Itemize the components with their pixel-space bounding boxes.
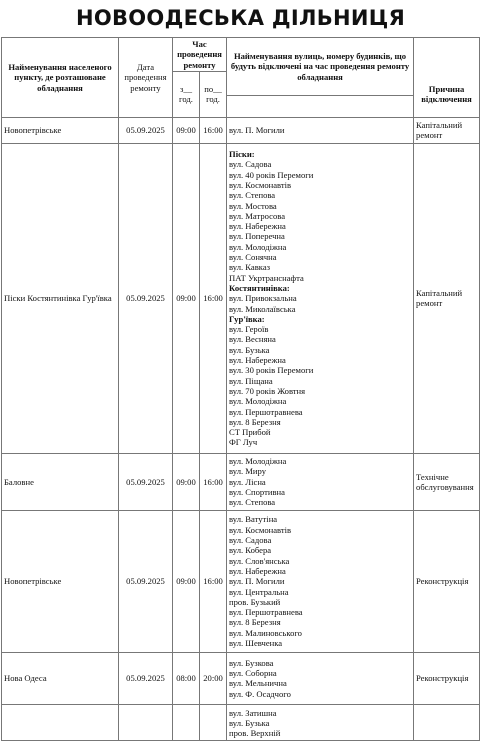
date-cell: 05.09.2025 bbox=[119, 453, 173, 510]
header-settlement: Найменування населеного пункту, де розташоване обладнання bbox=[2, 38, 119, 118]
street-item: вул. Лісна bbox=[229, 476, 266, 487]
street-item: вул. Піщана bbox=[229, 375, 273, 386]
street-item: вул. Степова bbox=[229, 190, 276, 201]
reason-cell: Технічне обслуговування bbox=[414, 453, 480, 510]
table-row bbox=[2, 652, 480, 704]
time-from-cell: 08:00 bbox=[173, 652, 200, 704]
settlement-cell: Баловне bbox=[2, 453, 119, 510]
street-item: ПАТ Укртранснафта bbox=[229, 272, 304, 283]
time-from-cell: 09:00 bbox=[173, 143, 200, 453]
date-cell: 05.09.2025 bbox=[119, 510, 173, 652]
street-item: вул. П. Могили bbox=[229, 576, 285, 587]
header-reason-spacer bbox=[414, 38, 480, 72]
header-streets-spacer bbox=[227, 95, 414, 117]
street-item: вул. П. Могили bbox=[229, 125, 285, 136]
street-item: вул. Героїв bbox=[229, 324, 269, 335]
header-streets: Найменування вулиць, номеру будинків, що будуть відключені на час проведення ремонту обладнання bbox=[227, 38, 414, 96]
street-item: вул. 70 років Жовтня bbox=[229, 385, 306, 396]
reason-cell: Реконструкція bbox=[414, 652, 480, 704]
time-to-cell: 16:00 bbox=[200, 143, 227, 453]
time-to-cell bbox=[200, 704, 227, 740]
street-item: вул. Молодіжна bbox=[229, 241, 287, 252]
village-heading: Гур'ївка: bbox=[229, 313, 265, 324]
street-item: вул. Шевченка bbox=[229, 638, 283, 649]
date-cell: 05.09.2025 bbox=[119, 652, 173, 704]
street-item: вул. Бузька bbox=[229, 344, 270, 355]
header-from: з__ год. bbox=[173, 71, 200, 117]
time-to-cell: 16:00 bbox=[200, 117, 227, 143]
street-item: пров. Верхній bbox=[229, 728, 281, 739]
table-row bbox=[2, 117, 480, 143]
street-item: вул. Миколаївська bbox=[229, 303, 296, 314]
street-item: вул. Першотравнева bbox=[229, 406, 303, 417]
street-item: ФГ Луч bbox=[229, 437, 258, 448]
street-item: вул. Космонавтів bbox=[229, 524, 292, 535]
street-item: вул. Садова bbox=[229, 159, 272, 170]
streets-cell bbox=[227, 704, 414, 740]
header-reason: Причина відключення bbox=[414, 71, 480, 117]
table-row bbox=[2, 143, 480, 453]
settlement-cell: Новопетрівське bbox=[2, 117, 119, 143]
time-to-cell: 16:00 bbox=[200, 453, 227, 510]
header-time: Час проведення ремонту bbox=[173, 38, 227, 72]
street-item: вул. Центральна bbox=[229, 586, 289, 597]
village-heading: Костянтинівка: bbox=[229, 282, 290, 293]
settlement-cell: Нова Одеса bbox=[2, 652, 119, 704]
reason-cell bbox=[414, 704, 480, 740]
reason-cell: Капітальний ремонт bbox=[414, 143, 480, 453]
street-item: вул. Бузька bbox=[229, 718, 270, 729]
time-from-cell bbox=[173, 704, 200, 740]
village-heading: Піски: bbox=[229, 149, 255, 160]
outage-table bbox=[1, 37, 480, 741]
street-item: пров. Бузький bbox=[229, 596, 281, 607]
streets-cell bbox=[227, 143, 414, 453]
street-item: вул. Спортивна bbox=[229, 487, 285, 498]
reason-cell: Капітальний ремонт bbox=[414, 117, 480, 143]
street-item: СТ Прибой bbox=[229, 427, 271, 438]
street-item: вул. Матросова bbox=[229, 210, 286, 221]
street-item: вул. Набережна bbox=[229, 355, 286, 366]
street-item: вул. Садова bbox=[229, 535, 272, 546]
streets-cell bbox=[227, 117, 414, 143]
table-body bbox=[2, 117, 480, 740]
street-item: вул. Малиновського bbox=[229, 627, 302, 638]
street-item: вул. Привокзальна bbox=[229, 293, 297, 304]
settlement-cell: Піски Костянтинівка Гур'ївка bbox=[2, 143, 119, 453]
time-to-cell: 16:00 bbox=[200, 510, 227, 652]
header-date: Дата проведення ремонту bbox=[119, 38, 173, 118]
street-item: вул. Набережна bbox=[229, 565, 286, 576]
street-item: вул. Миру bbox=[229, 466, 267, 477]
street-item: вул. Ф. Осадчого bbox=[229, 688, 291, 699]
street-item: вул. Кавказ bbox=[229, 262, 271, 273]
street-item: вул. Слов'янська bbox=[229, 555, 290, 566]
date-cell: 05.09.2025 bbox=[119, 117, 173, 143]
table-row bbox=[2, 453, 480, 510]
street-item: вул. Сонячна bbox=[229, 252, 277, 263]
time-from-cell: 09:00 bbox=[173, 453, 200, 510]
reason-cell: Реконструкція bbox=[414, 510, 480, 652]
street-item: вул. Космонавтів bbox=[229, 179, 292, 190]
street-item: вул. Бузкова bbox=[229, 657, 274, 668]
street-item: вул. 40 років Перемоги bbox=[229, 169, 314, 180]
street-item: вул. 8 Березня bbox=[229, 416, 281, 427]
street-item: вул. Молодіжна bbox=[229, 456, 287, 467]
header-to: по__ год. bbox=[200, 71, 227, 117]
street-item: вул. 30 років Перемоги bbox=[229, 365, 314, 376]
time-to-cell: 20:00 bbox=[200, 652, 227, 704]
street-item: вул. Затишна bbox=[229, 707, 277, 718]
settlement-cell bbox=[2, 704, 119, 740]
streets-cell bbox=[227, 510, 414, 652]
street-item: вул. Першотравнева bbox=[229, 607, 303, 618]
streets-cell bbox=[227, 453, 414, 510]
page-title: НОВООДЕСЬКА ДІЛЬНИЦЯ bbox=[75, 6, 406, 30]
street-item: вул. Степова bbox=[229, 497, 276, 508]
streets-cell bbox=[227, 652, 414, 704]
street-item: вул. Молодіжна bbox=[229, 396, 287, 407]
date-cell bbox=[119, 704, 173, 740]
table-row bbox=[2, 510, 480, 652]
street-item: вул. Набережна bbox=[229, 221, 286, 232]
time-from-cell: 09:00 bbox=[173, 117, 200, 143]
street-item: вул. 8 Березня bbox=[229, 617, 281, 628]
street-item: вул. Кобера bbox=[229, 545, 272, 556]
settlement-cell: Новопетрівське bbox=[2, 510, 119, 652]
street-item: вул. Мостова bbox=[229, 200, 277, 211]
date-cell: 05.09.2025 bbox=[119, 143, 173, 453]
time-from-cell: 09:00 bbox=[173, 510, 200, 652]
street-item: вул. Соборна bbox=[229, 668, 277, 679]
street-item: вул. Весняна bbox=[229, 334, 276, 345]
street-item: вул. Ватутіна bbox=[229, 514, 278, 525]
street-item: вул. Мельнична bbox=[229, 678, 287, 689]
table-row bbox=[2, 704, 480, 740]
street-item: вул. Поперечна bbox=[229, 231, 285, 242]
